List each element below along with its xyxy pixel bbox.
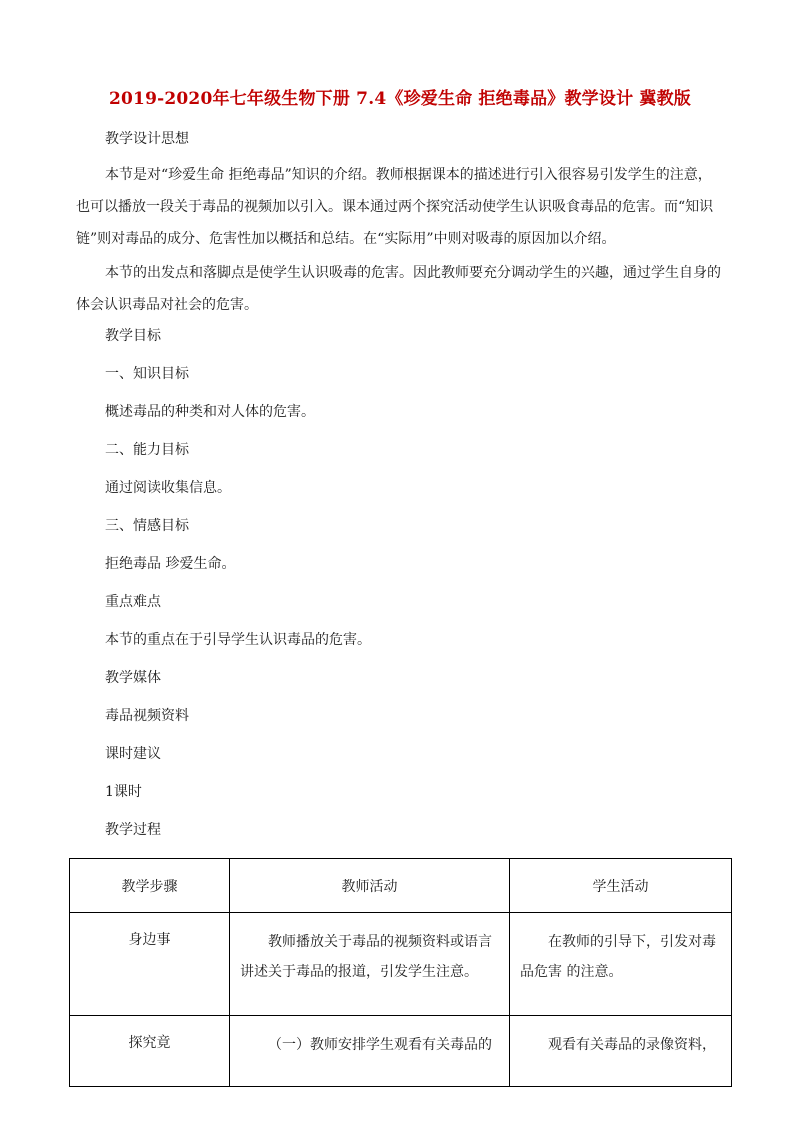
design-heading: 教学设计思想 <box>105 131 189 147</box>
keypoint-heading: 重点难点 <box>105 594 161 610</box>
design-paragraph-1: 本节是对“珍爱生命 拒绝毒品”知识的介绍。教师根据课本的描述进行引入很容易引发学生的注意，也可以播放一段关于毒品的视频加以引入。课本通过两个探究活动使学生认识吸食毒品的危害。而“知识链”则对毒品的成分、危害性加以概括和总结。在“实际用”中则对吸毒的原因加以介绍。 <box>76 167 714 247</box>
design-paragraph-2: 本节的出发点和落脚点是使学生认识吸毒的危害。因此教师要充分调动学生的兴趣，通过学生自身的体会认识毒品对社会的危害。 <box>76 265 721 313</box>
table-header-row <box>70 859 732 913</box>
header-student: 学生活动 <box>510 859 732 913</box>
step-cell: 探究竟 <box>70 1016 230 1087</box>
process-table <box>69 858 732 1087</box>
ability-text: 通过阅读收集信息。 <box>105 480 231 496</box>
media-text: 毒品视频资料 <box>105 708 189 724</box>
knowledge-heading: 一、知识目标 <box>105 366 189 382</box>
hours-heading: 课时建议 <box>105 746 161 762</box>
keypoint-text: 本节的重点在于引导学生认识毒品的危害。 <box>105 632 371 648</box>
emotion-heading: 三、情感目标 <box>105 518 189 534</box>
goals-heading: 教学目标 <box>105 328 161 344</box>
student-activity-cell: 观看有关毒品的录像资料， <box>510 1016 732 1087</box>
media-heading: 教学媒体 <box>105 670 161 686</box>
header-step: 教学步骤 <box>70 859 230 913</box>
table-row <box>70 913 732 1016</box>
emotion-text: 拒绝毒品 珍爱生命。 <box>105 556 236 572</box>
teacher-activity-cell: （一）教师安排学生观看有关毒品的 <box>230 1016 510 1087</box>
header-teacher: 教师活动 <box>230 859 510 913</box>
student-activity-cell: 在教师的引导下，引发对毒品危害 的注意。 <box>510 913 732 1016</box>
teacher-activity-cell: 教师播放关于毒品的视频资料或语言讲述关于毒品的报道，引发学生注意。 <box>230 913 510 1016</box>
document-title: 2019-2020年七年级生物下册 7.4《珍爱生命 拒绝毒品》教学设计 冀教版 <box>108 89 691 109</box>
ability-heading: 二、能力目标 <box>105 442 189 458</box>
step-cell: 身边事 <box>70 913 230 1016</box>
knowledge-text: 概述毒品的种类和对人体的危害。 <box>105 404 315 420</box>
process-heading: 教学过程 <box>105 822 161 838</box>
table-row <box>70 1016 732 1087</box>
hours-text: 1课时 <box>105 784 142 800</box>
